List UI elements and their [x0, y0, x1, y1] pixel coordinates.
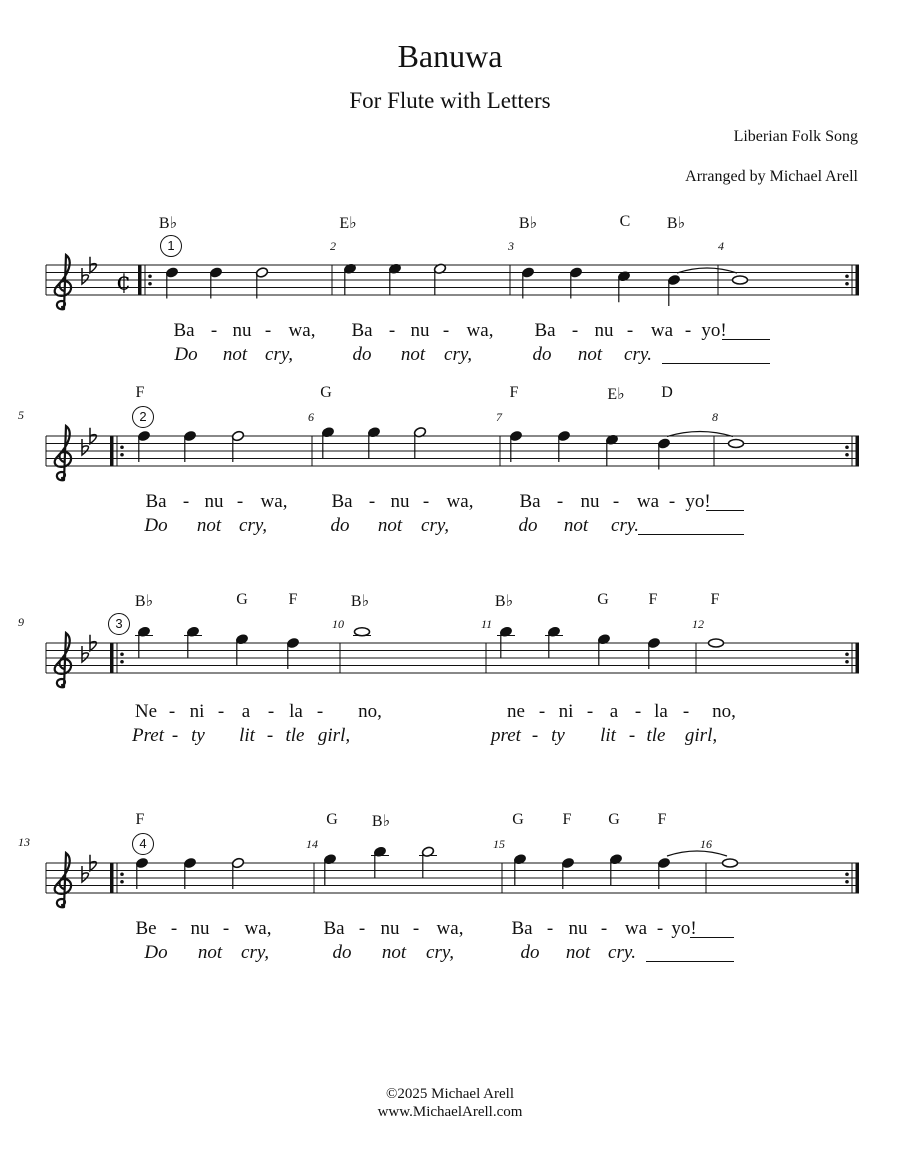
measure-number: 12: [692, 617, 704, 631]
repeat-thick-bar: [856, 643, 860, 673]
note: [733, 276, 748, 284]
note: [286, 637, 299, 669]
lyric-extender: [690, 937, 734, 938]
lyric-hyphen: -: [612, 491, 620, 512]
chord-symbol: F: [710, 591, 720, 608]
lyric-syllable: yo!: [671, 918, 697, 939]
lyric-syllable: ni: [558, 701, 574, 722]
lyric-syllable: Ne: [134, 701, 158, 722]
chord-symbol: B♭: [494, 593, 514, 610]
flat-icon: [82, 866, 88, 882]
lyric-syllable: Ba: [534, 320, 556, 341]
lyric-syllable: not: [377, 515, 403, 536]
lyric-syllable: do: [352, 344, 372, 365]
chord-symbol: G: [608, 811, 620, 828]
note: [609, 853, 622, 885]
treble-clef-icon: [55, 426, 71, 480]
chord-symbol: G: [597, 591, 609, 608]
lyric-syllable: do: [332, 942, 352, 963]
rehearsal-mark: 1: [160, 235, 182, 257]
chord-symbol: F: [657, 811, 667, 828]
chord-symbol: E♭: [607, 386, 625, 403]
lyric-syllable: pret: [491, 725, 521, 746]
note: [367, 426, 380, 458]
note: [521, 267, 534, 299]
lyric-hyphen: -: [656, 918, 664, 939]
note: [135, 626, 153, 658]
chord-symbol: F: [135, 384, 145, 401]
lyric-syllable: Do: [144, 942, 168, 963]
lyric-syllable: cry.: [611, 515, 639, 536]
flat-icon: [82, 646, 88, 662]
note: [371, 846, 389, 878]
lyric-syllable: not: [196, 515, 222, 536]
lyric-syllable: ni: [189, 701, 205, 722]
lyric-hyphen: -: [358, 918, 366, 939]
note: [545, 626, 563, 658]
repeat-dot: [120, 660, 124, 664]
note: [255, 267, 268, 299]
lyric-syllable: lit: [600, 725, 616, 746]
flat-icon: [82, 439, 88, 455]
lyric-hyphen: -: [626, 320, 634, 341]
repeat-dot: [120, 445, 124, 449]
note: [657, 857, 670, 889]
note: [561, 857, 574, 889]
staff-system-3: [0, 618, 900, 698]
lyric-syllable: cry,: [426, 942, 454, 963]
note: [413, 426, 426, 458]
lyric-hyphen: -: [368, 491, 376, 512]
lyric-syllable: wa,: [288, 320, 316, 341]
lyric-syllable: ne: [507, 701, 525, 722]
lyric-hyphen: -: [586, 701, 594, 722]
composer-credit: Liberian Folk Song: [733, 128, 858, 145]
measure-number: 14: [306, 837, 318, 851]
measure-number: 4: [718, 239, 724, 253]
lyric-syllable: not: [222, 344, 248, 365]
note: [709, 639, 724, 647]
lyric-syllable: cry,: [444, 344, 472, 365]
note: [657, 438, 670, 470]
lyric-extender: [646, 961, 734, 962]
repeat-dot: [120, 652, 124, 656]
repeat-dot: [148, 274, 152, 278]
lyric-syllable: cry.: [608, 942, 636, 963]
note: [509, 430, 522, 462]
lyric-hyphen: -: [538, 701, 546, 722]
lyric-hyphen: -: [682, 701, 690, 722]
treble-clef-icon: [55, 633, 71, 687]
measure-number: 10: [332, 617, 344, 631]
lyric-hyphen: -: [170, 918, 178, 939]
page-title: Banuwa: [397, 38, 503, 74]
lyric-syllable: Do: [174, 344, 198, 365]
lyric-syllable: tle: [285, 725, 305, 746]
lyric-syllable: nu: [580, 491, 600, 512]
lyric-hyphen: -: [556, 491, 564, 512]
chord-symbol: E♭: [339, 215, 357, 232]
staff-system-1: [0, 240, 900, 320]
repeat-thick-bar: [110, 643, 114, 673]
lyric-hyphen: -: [217, 701, 225, 722]
lyric-syllable: not: [563, 515, 589, 536]
chord-symbol: B♭: [134, 593, 154, 610]
tie: [667, 851, 727, 856]
repeat-dot: [845, 652, 849, 656]
note: [569, 267, 582, 299]
lyric-syllable: not: [577, 344, 603, 365]
copyright-notice: ©2025 Michael Arell: [385, 1086, 515, 1102]
measure-number: 5: [18, 408, 24, 422]
lyric-syllable: Do: [144, 515, 168, 536]
repeat-dot: [120, 880, 124, 884]
measure-number: 11: [481, 617, 493, 631]
note: [353, 628, 371, 636]
lyric-syllable: cry.: [624, 344, 652, 365]
lyric-hyphen: -: [684, 320, 692, 341]
chord-symbol: B♭: [350, 593, 370, 610]
lyric-syllable: nu: [568, 918, 588, 939]
lyric-syllable: cry,: [241, 942, 269, 963]
lyric-hyphen: -: [222, 918, 230, 939]
chord-symbol: F: [509, 384, 519, 401]
lyric-extender: [638, 534, 744, 535]
lyric-hyphen: -: [171, 725, 179, 746]
lyric-hyphen: -: [412, 918, 420, 939]
rehearsal-mark: 2: [132, 406, 154, 428]
repeat-dot: [845, 453, 849, 457]
note: [513, 853, 526, 885]
chord-symbol: F: [288, 591, 298, 608]
repeat-thick-bar: [856, 436, 860, 466]
cut-time-icon: ¢: [116, 267, 132, 296]
lyric-hyphen: -: [236, 491, 244, 512]
chord-symbol: F: [562, 811, 572, 828]
lyric-hyphen: -: [422, 491, 430, 512]
note: [323, 853, 336, 885]
lyric-syllable: cry,: [421, 515, 449, 536]
lyric-syllable: do: [518, 515, 538, 536]
lyric-syllable: Ba: [331, 491, 353, 512]
lyric-hyphen: -: [668, 491, 676, 512]
repeat-dot: [845, 880, 849, 884]
lyric-hyphen: -: [634, 701, 642, 722]
chord-symbol: B♭: [666, 215, 686, 232]
repeat-dot: [148, 282, 152, 286]
lyric-syllable: Be: [135, 918, 157, 939]
measure-number: 6: [308, 410, 314, 424]
lyric-syllable: a: [241, 701, 251, 722]
rehearsal-mark: 3: [108, 613, 130, 635]
measure-number: 13: [18, 835, 30, 849]
note: [321, 426, 334, 458]
chord-symbol: F: [135, 811, 145, 828]
lyric-syllable: wa,: [244, 918, 272, 939]
chord-symbol: G: [326, 811, 338, 828]
lyric-syllable: do: [330, 515, 350, 536]
page-subtitle: For Flute with Letters: [349, 88, 551, 113]
lyric-syllable: not: [381, 942, 407, 963]
lyric-syllable: Ba: [323, 918, 345, 939]
lyric-syllable: no,: [712, 701, 736, 722]
chord-symbol: B♭: [371, 813, 391, 830]
lyric-syllable: not: [400, 344, 426, 365]
note: [183, 430, 196, 462]
chord-symbol: F: [648, 591, 658, 608]
lyric-syllable: wa,: [436, 918, 464, 939]
note: [183, 857, 196, 889]
lyric-hyphen: -: [546, 918, 554, 939]
repeat-dot: [845, 445, 849, 449]
lyric-syllable: wa,: [260, 491, 288, 512]
flat-icon: [82, 268, 88, 284]
lyric-hyphen: -: [531, 725, 539, 746]
lyric-hyphen: -: [266, 725, 274, 746]
lyric-syllable: not: [197, 942, 223, 963]
measure-number: 8: [712, 410, 718, 424]
measure-number: 2: [330, 239, 336, 253]
lyric-syllable: nu: [190, 918, 210, 939]
lyric-syllable: girl,: [317, 725, 351, 746]
measure-number: 9: [18, 615, 24, 629]
note: [137, 430, 150, 462]
lyric-syllable: Ba: [519, 491, 541, 512]
repeat-dot: [120, 453, 124, 457]
repeat-thick-bar: [110, 436, 114, 466]
lyric-extender: [706, 510, 744, 511]
lyric-syllable: wa,: [446, 491, 474, 512]
chord-symbol: G: [236, 591, 248, 608]
note: [235, 633, 248, 665]
lyric-syllable: nu: [390, 491, 410, 512]
lyric-syllable: nu: [204, 491, 224, 512]
lyric-syllable: wa: [624, 918, 648, 939]
lyric-hyphen: -: [442, 320, 450, 341]
lyric-syllable: girl,: [684, 725, 718, 746]
repeat-dot: [845, 274, 849, 278]
lyric-hyphen: -: [267, 701, 275, 722]
lyric-syllable: cry,: [265, 344, 293, 365]
lyric-hyphen: -: [388, 320, 396, 341]
lyric-syllable: wa: [650, 320, 674, 341]
note: [557, 430, 570, 462]
lyric-syllable: lit: [239, 725, 255, 746]
lyric-syllable: do: [520, 942, 540, 963]
lyric-hyphen: -: [182, 491, 190, 512]
lyric-syllable: ty: [551, 725, 565, 746]
lyric-hyphen: -: [316, 701, 324, 722]
repeat-thick-bar: [138, 265, 142, 295]
lyric-syllable: wa: [636, 491, 660, 512]
lyric-syllable: wa,: [466, 320, 494, 341]
repeat-dot: [845, 872, 849, 876]
lyric-syllable: Ba: [145, 491, 167, 512]
note: [617, 270, 630, 302]
note: [433, 263, 446, 295]
repeat-thick-bar: [856, 265, 860, 295]
treble-clef-icon: [55, 255, 71, 309]
lyric-hyphen: -: [264, 320, 272, 341]
repeat-thick-bar: [856, 863, 860, 893]
lyric-syllable: a: [609, 701, 619, 722]
note: [597, 633, 610, 665]
lyric-syllable: Ba: [351, 320, 373, 341]
lyric-extender: [722, 339, 770, 340]
lyric-syllable: tle: [646, 725, 666, 746]
lyric-hyphen: -: [571, 320, 579, 341]
lyric-syllable: do: [532, 344, 552, 365]
treble-clef-icon: [55, 853, 71, 907]
repeat-dot: [120, 872, 124, 876]
measure-number: 15: [493, 837, 505, 851]
website-link[interactable]: www.MichaelArell.com: [377, 1104, 523, 1120]
note: [343, 263, 356, 295]
lyric-syllable: nu: [410, 320, 430, 341]
chord-symbol: B♭: [158, 215, 178, 232]
note: [135, 857, 148, 889]
lyric-syllable: Ba: [173, 320, 195, 341]
note: [231, 430, 244, 462]
measure-number: 3: [508, 239, 514, 253]
chord-symbol: G: [320, 384, 332, 401]
repeat-dot: [845, 282, 849, 286]
measure-number: 16: [700, 837, 712, 851]
lyric-syllable: yo!: [701, 320, 727, 341]
lyric-hyphen: -: [600, 918, 608, 939]
chord-symbol: D: [661, 384, 673, 401]
note: [723, 859, 738, 867]
chord-symbol: C: [619, 213, 631, 230]
note: [647, 637, 660, 669]
repeat-thick-bar: [110, 863, 114, 893]
lyric-hyphen: -: [210, 320, 218, 341]
lyric-syllable: no,: [358, 701, 382, 722]
lyric-syllable: Pret: [131, 725, 165, 746]
note: [419, 846, 437, 878]
note: [209, 267, 222, 299]
note: [667, 274, 680, 306]
lyric-syllable: nu: [380, 918, 400, 939]
arranger-credit: Arranged by Michael Arell: [685, 168, 858, 185]
note: [231, 857, 244, 889]
note: [184, 626, 202, 658]
lyric-syllable: cry,: [239, 515, 267, 536]
lyric-syllable: la: [289, 701, 303, 722]
measure-number: 7: [496, 410, 502, 424]
rehearsal-mark: 4: [132, 833, 154, 855]
note: [388, 263, 401, 295]
lyric-syllable: nu: [232, 320, 252, 341]
repeat-dot: [845, 660, 849, 664]
lyric-hyphen: -: [168, 701, 176, 722]
chord-symbol: G: [512, 811, 524, 828]
lyric-syllable: yo!: [685, 491, 711, 512]
lyric-syllable: nu: [594, 320, 614, 341]
note: [165, 267, 178, 299]
lyric-extender: [662, 363, 770, 364]
lyric-syllable: Ba: [511, 918, 533, 939]
lyric-syllable: not: [565, 942, 591, 963]
note: [497, 626, 515, 658]
lyric-hyphen: -: [628, 725, 636, 746]
chord-symbol: B♭: [518, 215, 538, 232]
note: [729, 440, 744, 448]
note: [605, 434, 618, 466]
lyric-syllable: ty: [191, 725, 205, 746]
lyric-syllable: la: [654, 701, 668, 722]
